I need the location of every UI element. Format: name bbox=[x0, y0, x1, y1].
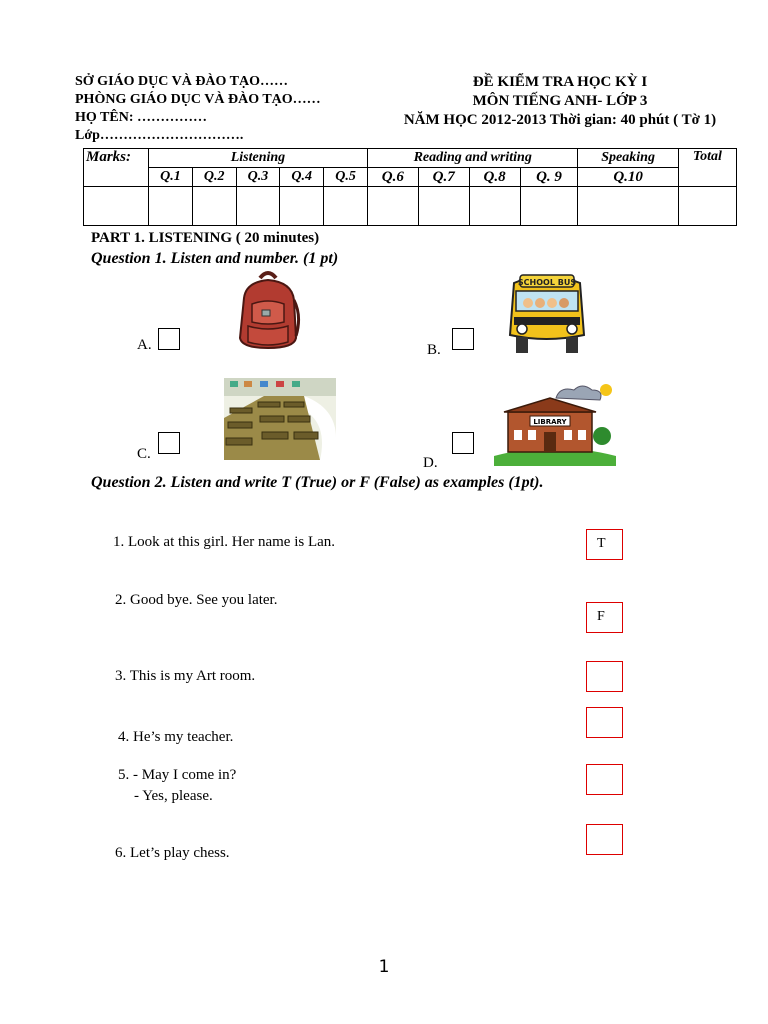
score-cell[interactable] bbox=[324, 187, 368, 226]
score-cell[interactable] bbox=[678, 187, 736, 226]
svg-text:LIBRARY: LIBRARY bbox=[533, 418, 567, 426]
q5-header: Q.5 bbox=[324, 168, 368, 187]
option-c-letter: C. bbox=[137, 446, 151, 462]
option-a-box[interactable] bbox=[158, 328, 180, 350]
score-cell[interactable] bbox=[280, 187, 324, 226]
score-cell[interactable] bbox=[192, 187, 236, 226]
svg-text:SCHOOL BUS: SCHOOL BUS bbox=[517, 278, 577, 287]
score-cell[interactable] bbox=[578, 187, 678, 226]
answer-box-2[interactable]: F bbox=[586, 602, 623, 633]
question2-title: Question 2. Listen and write T (True) or F (False) as examples (1pt). bbox=[91, 474, 544, 491]
score-cell[interactable] bbox=[418, 187, 469, 226]
option-c-box[interactable] bbox=[158, 432, 180, 454]
statement-5-line1: 5. - May I come in? bbox=[118, 767, 237, 783]
q2-header: Q.2 bbox=[192, 168, 236, 187]
q6-header: Q.6 bbox=[367, 168, 418, 187]
school-year-line: NĂM HỌC 2012-2013 Thời gian: 40 phút ( Tờ 1) bbox=[403, 112, 717, 128]
page-number: 1 bbox=[378, 957, 390, 977]
subject-line: MÔN TIẾNG ANH- LỚP 3 bbox=[472, 93, 648, 109]
score-cell[interactable] bbox=[236, 187, 280, 226]
q1-header: Q.1 bbox=[149, 168, 193, 187]
score-cell[interactable] bbox=[520, 187, 578, 226]
name-line: HỌ TÊN: …………… bbox=[75, 110, 207, 125]
q7-header: Q.7 bbox=[418, 168, 469, 187]
answer-box-1[interactable]: T bbox=[586, 529, 623, 560]
score-cell[interactable] bbox=[469, 187, 520, 226]
q10-header: Q.10 bbox=[578, 168, 678, 187]
score-cell[interactable] bbox=[367, 187, 418, 226]
answer-box-3[interactable] bbox=[586, 661, 623, 692]
exam-title: ĐỀ KIỂM TRA HỌC KỲ I bbox=[472, 74, 648, 90]
statement-4: 4. He’s my teacher. bbox=[118, 729, 234, 745]
option-d-box[interactable] bbox=[452, 432, 474, 454]
marks-label: Marks: bbox=[84, 149, 149, 187]
statement-1: 1. Look at this girl. Her name is Lan. bbox=[113, 534, 336, 550]
library-icon bbox=[494, 378, 616, 466]
listening-header: Listening bbox=[149, 149, 368, 168]
classroom-icon bbox=[224, 378, 336, 460]
q9-header: Q. 9 bbox=[520, 168, 578, 187]
statement-2: 2. Good bye. See you later. bbox=[115, 592, 278, 608]
option-d-letter: D. bbox=[423, 455, 438, 471]
office-line: PHÒNG GIÁO DỤC VÀ ĐÀO TẠO…… bbox=[75, 92, 321, 107]
answer-box-4[interactable] bbox=[586, 707, 623, 738]
score-cell[interactable] bbox=[149, 187, 193, 226]
school-bus-icon bbox=[506, 269, 588, 357]
answer-box-5[interactable] bbox=[586, 764, 623, 795]
class-line: Lớp…………………………. bbox=[75, 128, 244, 143]
q3-header: Q.3 bbox=[236, 168, 280, 187]
speaking-header: Speaking bbox=[578, 149, 678, 168]
score-cell[interactable] bbox=[84, 187, 149, 226]
question1-title: Question 1. Listen and number. (1 pt) bbox=[91, 250, 339, 267]
statement-5-line2: - Yes, please. bbox=[134, 788, 213, 804]
statement-3: 3. This is my Art room. bbox=[115, 668, 256, 684]
exam-header bbox=[370, 73, 750, 130]
option-b-letter: B. bbox=[427, 342, 441, 358]
option-b-box[interactable] bbox=[452, 328, 474, 350]
backpack-icon bbox=[234, 270, 302, 352]
statement-5 bbox=[118, 765, 236, 807]
school-header bbox=[75, 73, 321, 145]
part1-title: PART 1. LISTENING ( 20 minutes) bbox=[91, 230, 320, 246]
q4-header: Q.4 bbox=[280, 168, 324, 187]
reading-writing-header: Reading and writing bbox=[367, 149, 578, 168]
option-a-letter: A. bbox=[137, 337, 152, 353]
answer-box-6[interactable] bbox=[586, 824, 623, 855]
total-header: Total bbox=[678, 149, 736, 187]
statement-6: 6. Let’s play chess. bbox=[115, 845, 230, 861]
department-line: SỞ GIÁO DỤC VÀ ĐÀO TẠO…… bbox=[75, 74, 289, 89]
q8-header: Q.8 bbox=[469, 168, 520, 187]
marks-table bbox=[83, 148, 737, 226]
